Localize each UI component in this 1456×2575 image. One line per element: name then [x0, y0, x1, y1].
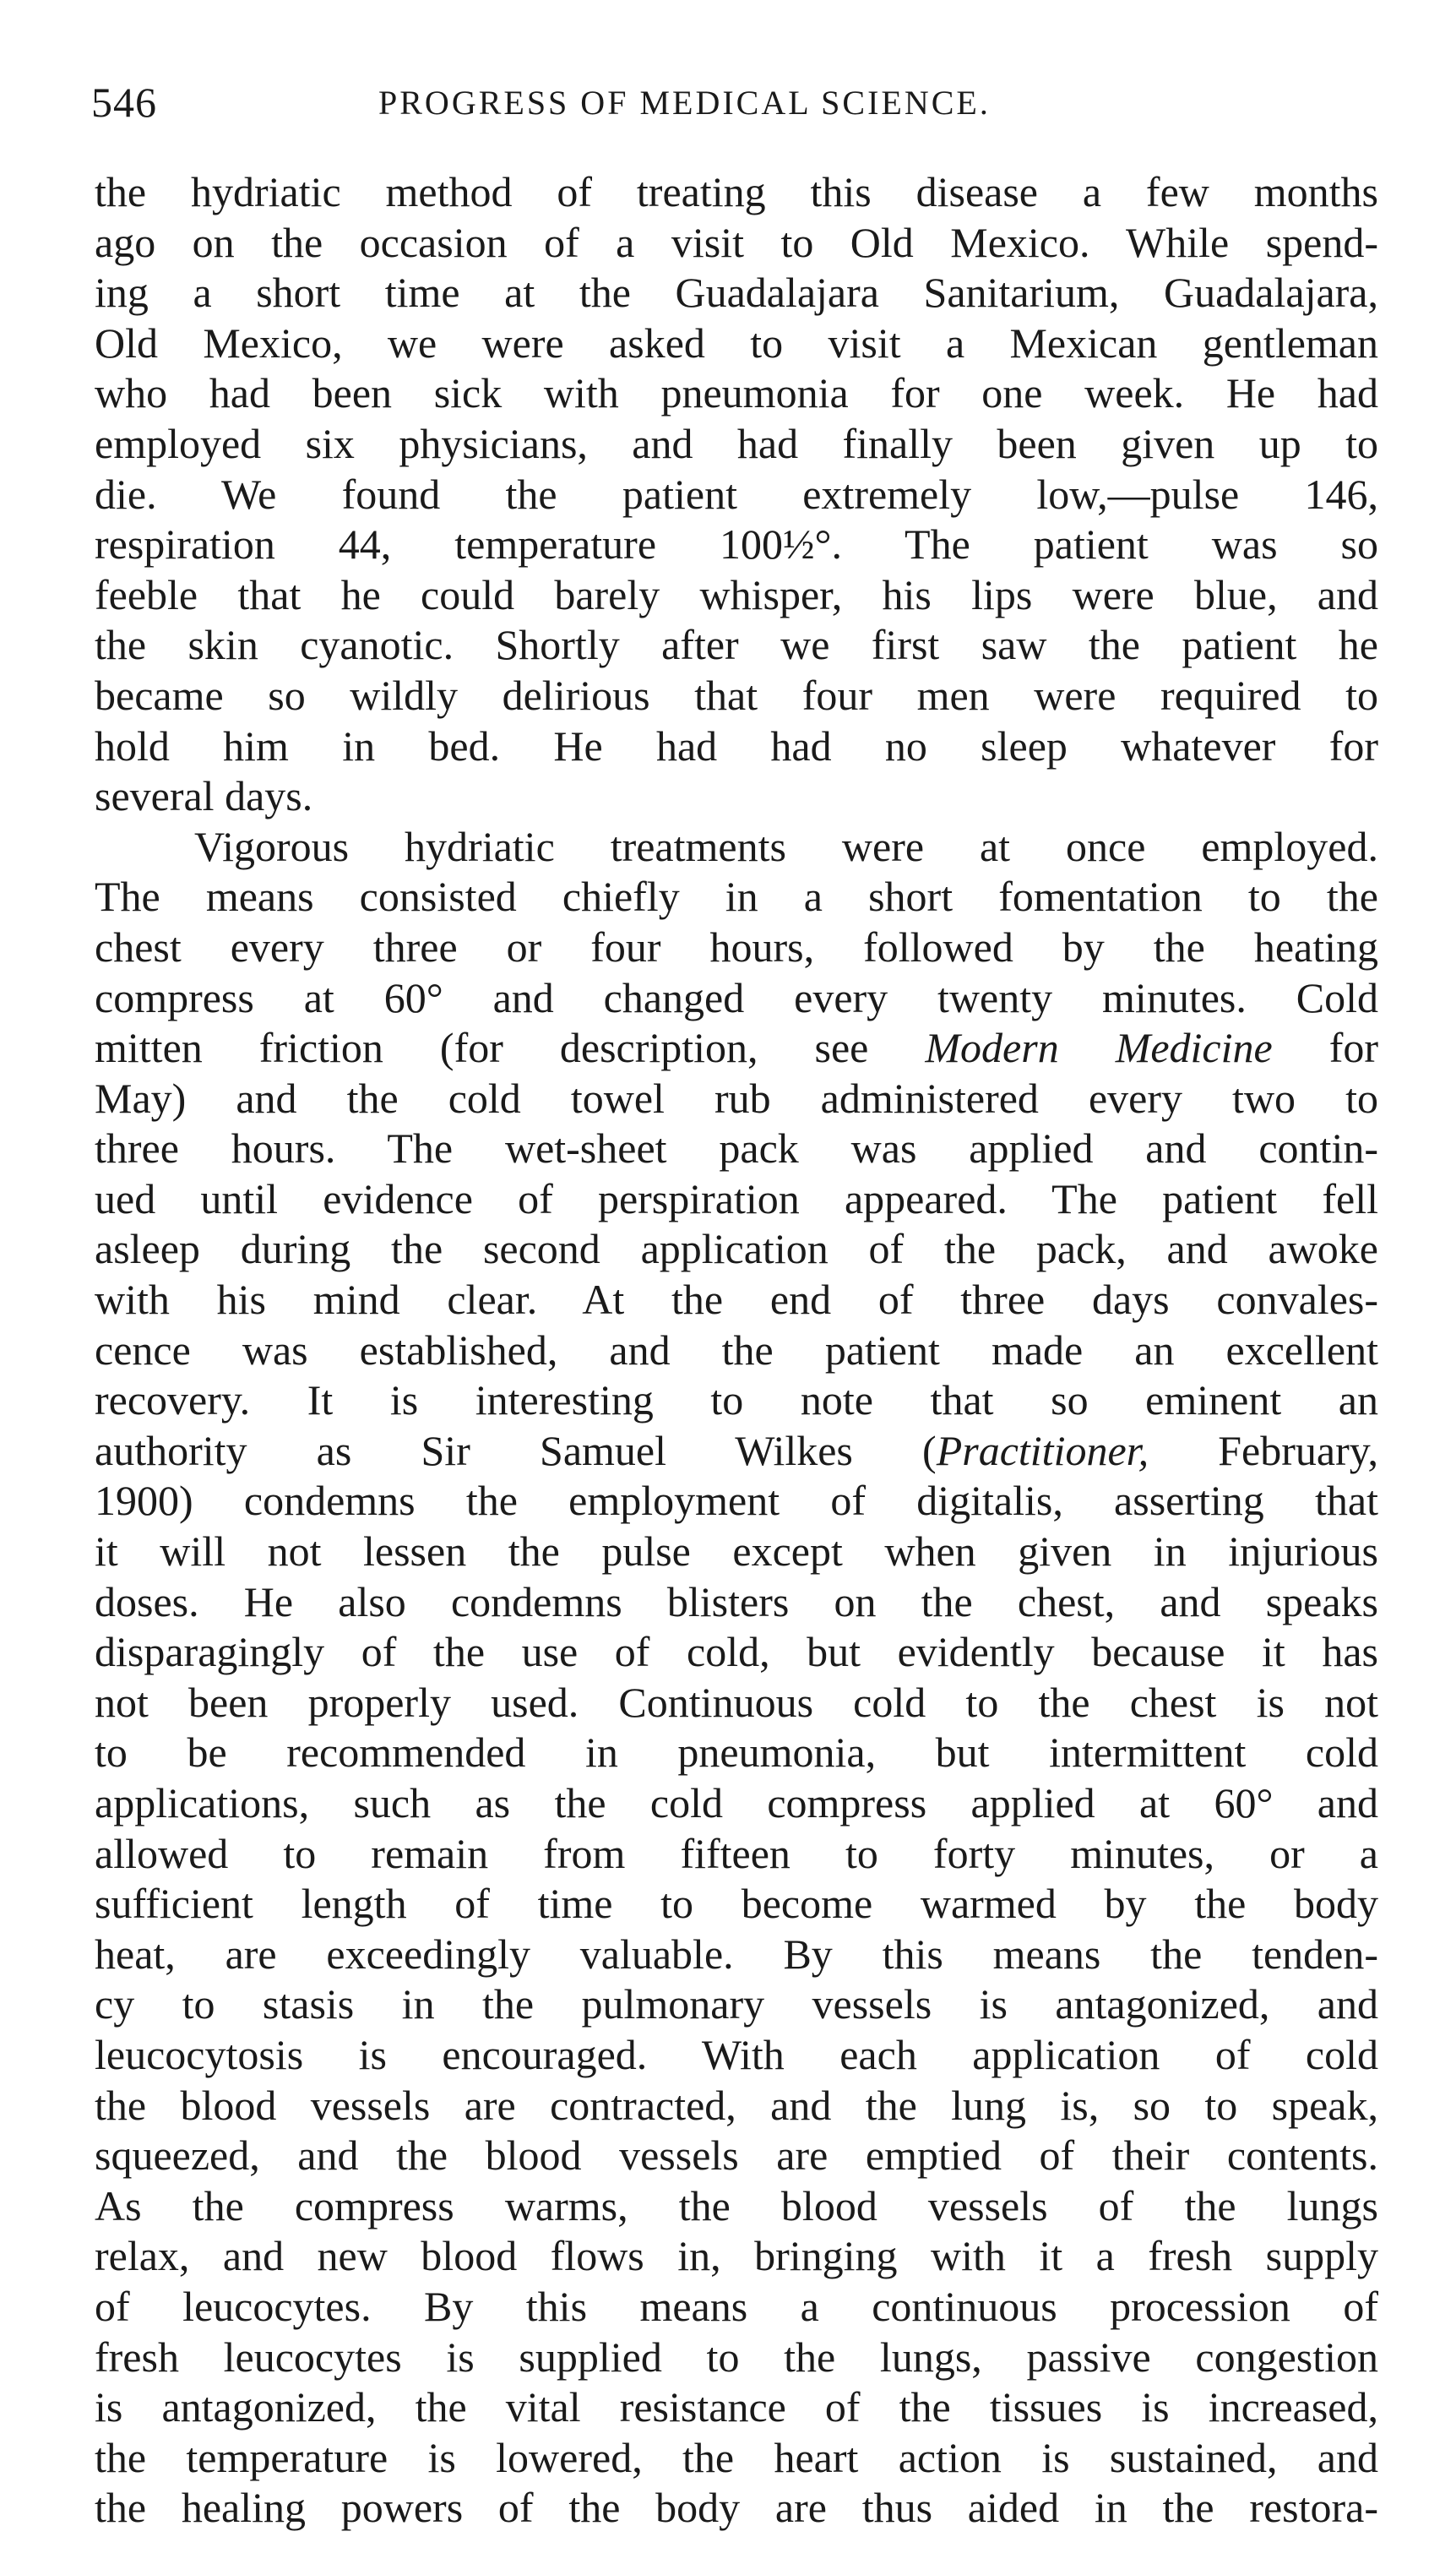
- text-line: fresh leucocytes is supplied to the lungs, passive congestion: [95, 2333, 1378, 2381]
- text-line: relax, and new blood flows in, bringing with it a fresh supply: [95, 2232, 1378, 2280]
- text-line: doses. He also condemns blisters on the chest, and speaks: [95, 1577, 1378, 1625]
- text-line: heat, are exceedingly valuable. By this means the tenden-: [95, 1930, 1378, 1978]
- text-line: sufficient length of time to become warmed by the body: [95, 1880, 1378, 1928]
- text-line: leucocytosis is encouraged. With each application of cold: [95, 2030, 1378, 2078]
- text-line: it will not lessen the pulse except when given in injurious: [95, 1527, 1378, 1576]
- running-title: PROGRESS OF MEDICAL SCIENCE.: [378, 84, 991, 122]
- text-line: asleep during the second application of the pack, and awoke: [95, 1225, 1378, 1273]
- text-line: [95, 1023, 1378, 1074]
- text-line: the blood vessels are contracted, and the lung is, so to speak,: [95, 2081, 1378, 2129]
- text-line: chest every three or four hours, followed by the heating: [95, 923, 1378, 971]
- text-line: the skin cyanotic. Shortly after we first saw the patient he: [95, 621, 1378, 669]
- text-line: the hydriatic method of treating this disease a few months: [95, 168, 1378, 215]
- text-line: feeble that he could barely whisper, his lips were blue, and: [95, 570, 1378, 618]
- running-head: [91, 78, 1400, 128]
- text-line: cy to stasis in the pulmonary vessels is antagonized, and: [95, 1980, 1378, 2028]
- text-fragment: authority as Sir Samuel Wilkes (: [95, 1426, 937, 1474]
- text-line: disparagingly of the use of cold, but evidently because it has: [95, 1628, 1378, 1676]
- text-line: with his mind clear. At the end of three days convales-: [95, 1276, 1378, 1324]
- text-line: the temperature is lowered, the heart action is sustained, and: [95, 2433, 1378, 2481]
- text-line: hold him in bed. He had had no sleep whatever for: [95, 721, 1378, 770]
- text-line: As the compress warms, the blood vessels of the lungs: [95, 2181, 1378, 2229]
- paragraph-first-line: Vigorous hydriatic treatments were at once employed.: [194, 822, 1378, 870]
- body-text: [95, 167, 1378, 2534]
- text-line: [95, 1426, 1378, 1477]
- text-line: allowed to remain from fifteen to forty minutes, or a: [95, 1829, 1378, 1877]
- text-line: became so wildly delirious that four men were required to: [95, 671, 1378, 719]
- text-line: May) and the cold towel rub administered every two to: [95, 1074, 1378, 1122]
- text-line: The means consisted chiefly in a short fomentation to the: [95, 873, 1378, 921]
- text-line: is antagonized, the vital resistance of the tissues is increased,: [95, 2383, 1378, 2431]
- text-line: ing a short time at the Guadalajara Sanitarium, Guadalajara,: [95, 269, 1378, 317]
- text-line: ago on the occasion of a visit to Old Mexico. While spend-: [95, 218, 1378, 266]
- text-line: applications, such as the cold compress applied at 60° and: [95, 1779, 1378, 1826]
- text-line: respiration 44, temperature 100½°. The patient was so: [95, 520, 1378, 569]
- text-line: who had been sick with pneumonia for one week. He had: [95, 369, 1378, 417]
- text-line: several days.: [95, 772, 313, 820]
- text-line: not been properly used. Continuous cold to the chest is not: [95, 1678, 1378, 1726]
- text-fragment: February,: [1149, 1426, 1378, 1474]
- text-line: 1900) condemns the employment of digitalis, asserting that: [95, 1477, 1378, 1525]
- text-line: ued until evidence of perspiration appeared. The patient fell: [95, 1174, 1378, 1222]
- text-fragment: for: [1272, 1024, 1379, 1072]
- text-line: recovery. It is interesting to note that so eminent an: [95, 1376, 1378, 1424]
- text-line: Old Mexico, we were asked to visit a Mexican gentleman: [95, 318, 1378, 367]
- text-line: employed six physicians, and had finally been given up to: [95, 419, 1378, 467]
- journal-title-italic: Modern Medicine: [925, 1024, 1273, 1072]
- text-line: the healing powers of the body are thus aided in the restora-: [95, 2484, 1378, 2532]
- text-line: squeezed, and the blood vessels are emptied of their contents.: [95, 2131, 1378, 2180]
- text-line: three hours. The wet-sheet pack was applied and contin-: [95, 1124, 1378, 1173]
- journal-title-italic: Practitioner,: [936, 1426, 1149, 1474]
- text-line: of leucocytes. By this means a continuous procession of: [95, 2282, 1378, 2330]
- page-number: 546: [91, 79, 157, 126]
- text-line: compress at 60° and changed every twenty minutes. Cold: [95, 973, 1378, 1021]
- text-line: cence was established, and the patient made an excellent: [95, 1326, 1378, 1374]
- text-line: die. We found the patient extremely low,—pulse 146,: [95, 470, 1378, 518]
- text-fragment: mitten friction (for description, see: [95, 1024, 869, 1072]
- text-line: to be recommended in pneumonia, but intermittent cold: [95, 1728, 1378, 1777]
